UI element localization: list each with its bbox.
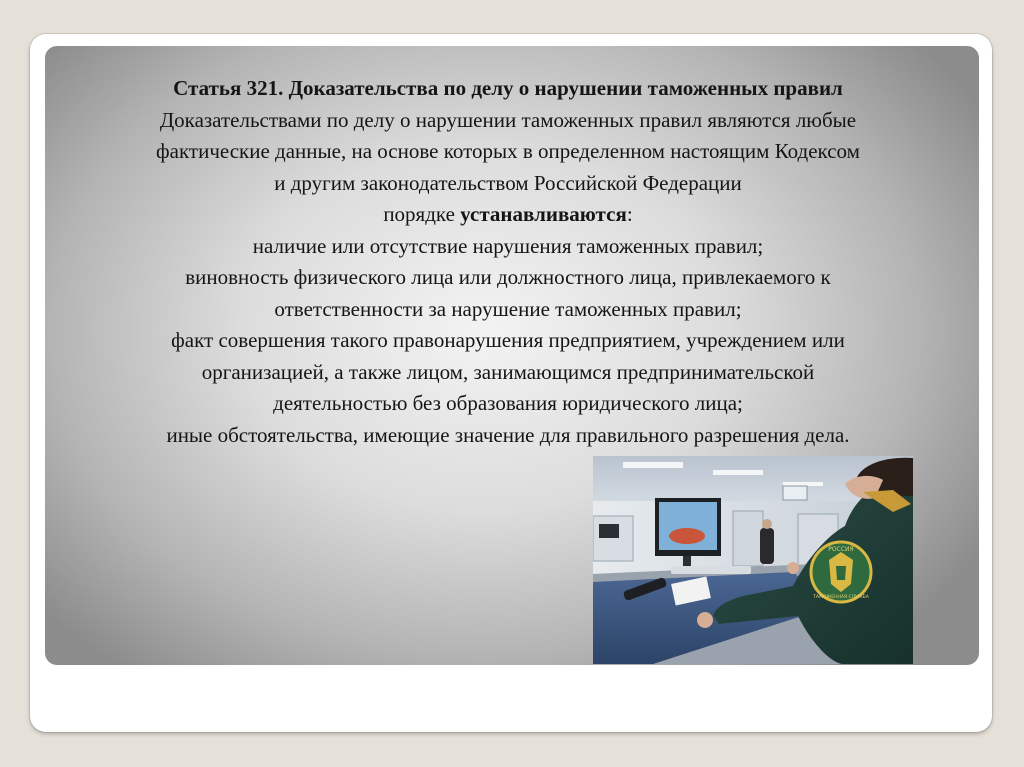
- customs-officer-photo: [593, 456, 913, 664]
- keyboard: [671, 566, 751, 574]
- list-item: факт совершения такого правонарушения предприятием, учреждением или: [171, 328, 845, 352]
- officer-hand: [787, 562, 799, 574]
- procedure-prefix: порядке: [383, 202, 461, 226]
- list-item: деятельностью без образования юридического лица;: [273, 391, 743, 415]
- intro-line: Доказательствами по делу о нарушении таможенных правил являются любые: [159, 107, 857, 132]
- ceiling-light: [623, 462, 683, 468]
- procedure-line: [60, 199, 956, 231]
- list-item: наличие или отсутствие нарушения таможенных правил;: [252, 233, 764, 258]
- list-item: иные обстоятельства, имеющие значение для правильного разрешения дела.: [166, 422, 850, 447]
- list-item: ответственности за нарушение таможенных правил;: [274, 296, 742, 321]
- emblem-bottom-text: ТАМОЖЕННАЯ СЛУЖБА: [813, 595, 869, 600]
- customs-photo-illustration: [593, 456, 913, 664]
- info-sign: [783, 486, 807, 500]
- list-item: виновность физического лица или должностного лица, привлекаемого к: [185, 265, 831, 289]
- officer-hand: [697, 612, 713, 628]
- procedure-suffix: :: [626, 202, 633, 226]
- list-item: организацией, а также лицом, занимающимся предпринимательской: [201, 359, 815, 384]
- ceiling-light: [713, 470, 763, 475]
- window-panel: [593, 516, 633, 561]
- small-monitor: [599, 524, 619, 538]
- procedure-keyword: устанавливаются: [460, 202, 627, 226]
- intro-line: фактические данные, на основе которых в определенном настоящим Кодексом: [156, 139, 860, 163]
- article-heading: Статья 321. Доказательства по делу о нарушении таможенных правил: [173, 76, 843, 100]
- article-text: [60, 73, 956, 451]
- emblem-top-text: РОССИЯ: [828, 546, 854, 553]
- intro-line: и другим законодательством Российской Федерации: [274, 170, 742, 195]
- ceiling-light: [783, 482, 823, 486]
- background-person: [760, 528, 774, 564]
- gate-panel: [733, 511, 763, 566]
- monitor-screen-image: [669, 528, 705, 544]
- customs-emblem: [811, 542, 871, 602]
- background-person-head: [762, 519, 772, 529]
- monitor-stand: [683, 556, 691, 566]
